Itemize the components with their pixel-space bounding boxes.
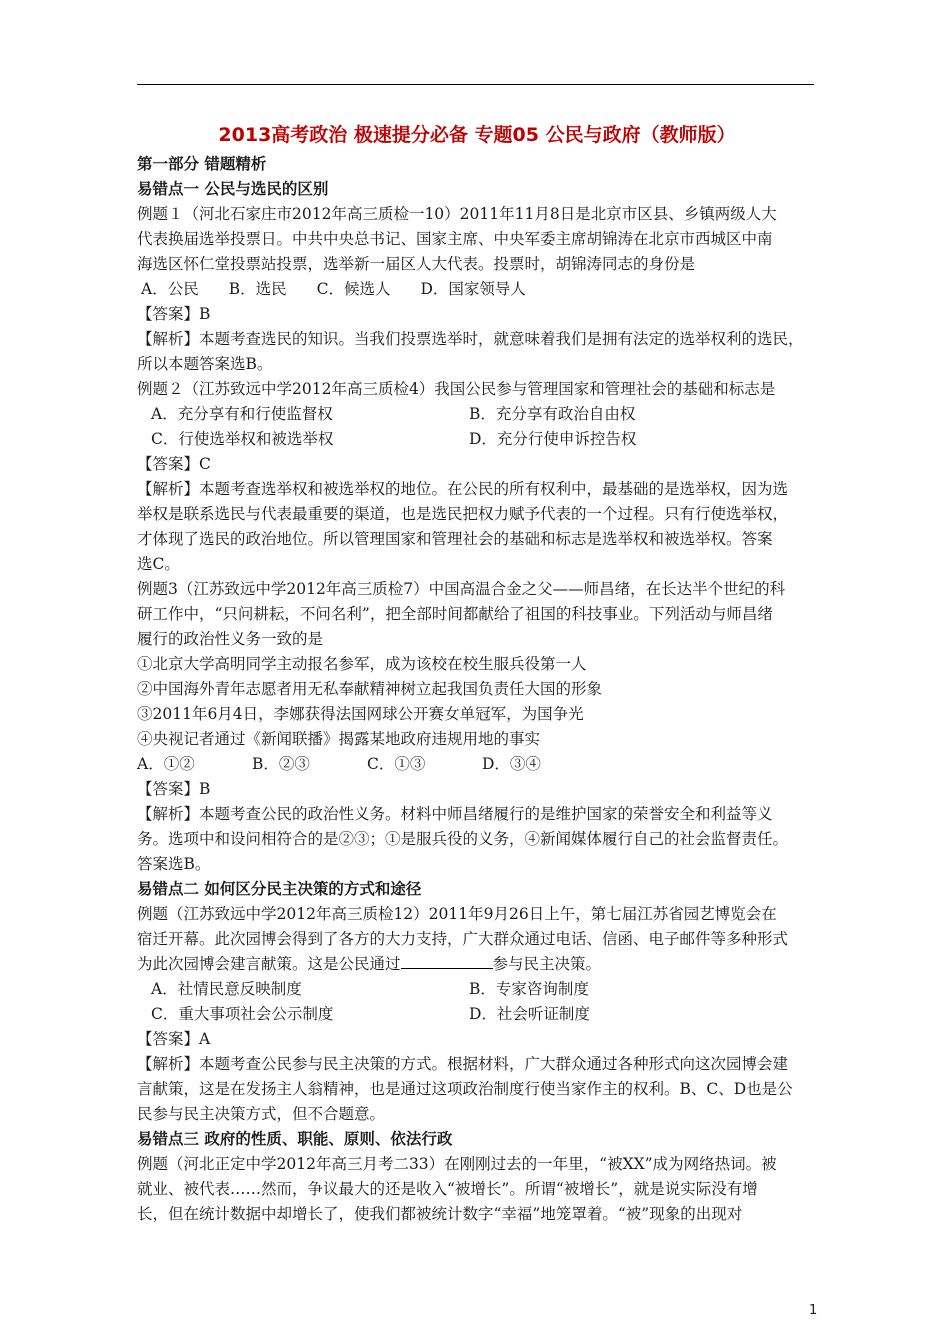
- option: D．社会听证制度: [469, 1005, 590, 1023]
- question-1-line: 例题１（河北石家庄市2012年高三质检一10）2011年11月8日是北京市区县、乡镇两级人大: [137, 205, 777, 223]
- option: C．①③: [367, 755, 426, 773]
- question-2-options-row: [137, 402, 817, 427]
- option: B．选民: [228, 280, 287, 298]
- option: D．充分行使申诉控告权: [469, 430, 637, 448]
- option: C．重大事项社会公示制度: [151, 1005, 334, 1023]
- section-heading-3: 易错点三 政府的性质、职能、原则、依法行政: [137, 1130, 453, 1148]
- question-3-line: 履行的政治性义务一致的是: [137, 630, 324, 648]
- option: A．充分享有和行使监督权: [151, 405, 333, 423]
- question-3-analysis: 务。选项中和设问相符合的是②③；①是服兵役的义务，④新闻媒体履行自己的社会监督责任。: [137, 830, 789, 848]
- question-4-options-row: [137, 1002, 817, 1027]
- header-rule: [137, 84, 814, 85]
- question-5-line: 就业、被代表……然而，争议最大的还是收入“被增长”。所谓“被增长”，就是说实际没有增: [137, 1180, 758, 1198]
- fill-in-blank: [401, 954, 493, 969]
- question-4-line: [137, 952, 817, 977]
- question-1-line: 代表换届选举投票日。中共中央总书记、国家主席、中央军委主席胡锦涛在北京市西城区中南: [137, 230, 773, 248]
- question-1-line: 海选区怀仁堂投票站投票，选举新一届区人大代表。投票时，胡锦涛同志的身份是: [137, 255, 696, 273]
- option: A．社情民意反映制度: [151, 980, 302, 998]
- question-3-line: 研工作中，“只问耕耘，不问名利”，把全部时间都献给了祖国的科技事业。下列活动与师昌绪: [137, 605, 773, 623]
- page-number: 1: [809, 1303, 818, 1318]
- question-2-analysis: 【解析】本题考查选举权和被选举权的地位。在公民的所有权利中，最基础的是选举权，因为选: [137, 480, 789, 498]
- question-2-analysis: 举权是联系选民与代表最重要的渠道，也是选民把权力赋予代表的一个过程。只有行使选举权，: [137, 505, 789, 523]
- question-1-analysis: 【解析】本题考查选民的知识。当我们投票选举时，就意味着我们是拥有法定的选举权利的选民，: [137, 330, 804, 348]
- question-4-line: 例题（江苏致远中学2012年高三质检12）2011年9月26日上午，第七届江苏省园艺博览会在: [137, 905, 777, 923]
- section-heading-2: 易错点二 如何区分民主决策的方式和途径: [137, 880, 422, 898]
- option: D．③④: [482, 755, 541, 773]
- question-3-options: [137, 752, 817, 777]
- question-4-options-row: [137, 977, 817, 1002]
- question-2-analysis: 选C。: [137, 555, 180, 573]
- question-1-options: [137, 277, 817, 302]
- question-4-line: 宿迁开幕。此次园博会得到了各方的大力支持，广大群众通过电话、信函、电子邮件等多种形式: [137, 930, 789, 948]
- option: B．②③: [252, 755, 310, 773]
- option: C．候选人: [316, 280, 391, 298]
- question-4-analysis: 民参与民主决策方式，但不合题意。: [137, 1105, 386, 1123]
- question-4-analysis: 【解析】本题考查公民参与民主决策的方式。根据材料，广大群众通过各种形式向这次园博会建: [137, 1055, 789, 1073]
- question-5-line: 例题（河北正定中学2012年高三月考二33）在刚刚过去的一年里，“被XX”成为网络热词。被: [137, 1155, 777, 1173]
- question-3-item: ②中国海外青年志愿者用无私奉献精神树立起我国负责任大国的形象: [137, 680, 603, 698]
- question-2-line: 例题２（江苏致远中学2012年高三质检4）我国公民参与管理国家和管理社会的基础和标志是: [137, 380, 776, 398]
- question-2-analysis: 才体现了选民的政治地位。所以管理国家和管理社会的基础和标志是选举权和被选举权。答案: [137, 530, 773, 548]
- question-1-answer: 【答案】B: [137, 305, 211, 323]
- question-3-answer: 【答案】B: [137, 780, 211, 798]
- question-4-text: 参与民主决策。: [492, 955, 602, 973]
- option: A．公民: [141, 280, 199, 298]
- part-heading: 第一部分 错题精析: [137, 155, 267, 173]
- question-3-line: 例题3（江苏致远中学2012年高三质检7）中国高温合金之父——师昌绪，在长达半个世纪的科: [137, 580, 786, 598]
- question-3-analysis: 答案选B。: [137, 855, 211, 873]
- question-3-analysis: 【解析】本题考查公民的政治性义务。材料中师昌绪履行的是维护国家的荣誉安全和利益等义: [137, 805, 773, 823]
- question-4-analysis: 言献策，这是在发扬主人翁精神，也是通过这项政治制度行使当家作主的权利。B、C、D也是公: [137, 1080, 793, 1098]
- question-4-answer: 【答案】A: [137, 1030, 211, 1048]
- question-4-text: 为此次园博会建言献策。这是公民通过: [137, 955, 401, 973]
- question-3-item: ①北京大学高明同学主动报名参军，成为该校在校生服兵役第一人: [137, 655, 587, 673]
- document-body: [137, 120, 817, 1227]
- option: A．①②: [137, 755, 195, 773]
- question-2-answer: 【答案】C: [137, 455, 211, 473]
- option: B．充分享有政治自由权: [469, 405, 636, 423]
- document-title: 2013高考政治 极速提分必备 专题05 公民与政府（教师版）: [218, 124, 736, 146]
- option: B．专家咨询制度: [469, 980, 589, 998]
- question-3-item: ③2011年6月4日，李娜获得法国网球公开赛女单冠军，为国争光: [137, 705, 584, 723]
- question-5-line: 长，但在统计数据中却增长了，使我们都被统计数字“幸福”地笼罩着。“被”现象的出现对: [137, 1205, 743, 1223]
- section-heading-1: 易错点一 公民与选民的区别: [137, 180, 329, 198]
- option: D．国家领导人: [420, 280, 526, 298]
- question-1-analysis: 所以本题答案选B。: [137, 355, 273, 373]
- option: C．行使选举权和被选举权: [151, 430, 334, 448]
- question-2-options-row: [137, 427, 817, 452]
- question-3-item: ④央视记者通过《新闻联播》揭露某地政府违规用地的事实: [137, 730, 541, 748]
